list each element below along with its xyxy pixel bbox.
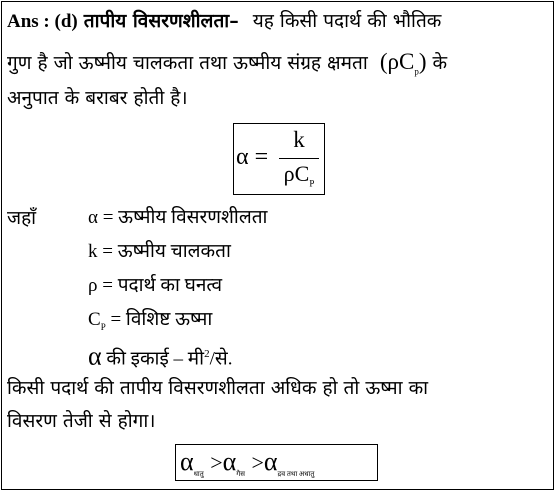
intro-line-3 bbox=[7, 86, 188, 110]
intro-line-1 bbox=[7, 9, 441, 34]
unit-text: की इकाई – मी bbox=[106, 348, 205, 370]
cp-text: = विशिष्ट ऊष्मा bbox=[110, 309, 213, 330]
inequality-expr bbox=[180, 448, 314, 488]
formula-lhs: α = bbox=[236, 144, 269, 170]
liquid-sub: द्रव तथा अधातु bbox=[277, 470, 315, 479]
expr-sub: p bbox=[414, 66, 419, 77]
fraction-bar bbox=[279, 158, 319, 159]
legend-unit bbox=[88, 342, 232, 371]
intro-line-2 bbox=[7, 50, 447, 84]
unit-symbol: α bbox=[88, 341, 102, 371]
intro-text-2: गुण है जो ऊष्मीय चालकता तथा ऊष्मीय संग्रह क्षमता bbox=[7, 52, 368, 74]
legend-rho: ρ = पदार्थ का घनत्व bbox=[88, 275, 223, 296]
legend-k: k = ऊष्मीय चालकता bbox=[88, 241, 231, 262]
expr-close: ) bbox=[418, 49, 427, 74]
unit-sup: 2 bbox=[204, 348, 210, 360]
heat-capacity-expr bbox=[379, 49, 427, 77]
intro-text-2-end: के bbox=[432, 52, 448, 74]
legend-cp bbox=[88, 308, 212, 339]
alpha-gas: α bbox=[222, 447, 237, 476]
term-heading: तापीय विसरणशीलता– bbox=[83, 10, 239, 32]
cp-sub: P bbox=[100, 321, 106, 332]
gas-sub: गैस bbox=[236, 470, 245, 479]
denominator-text: ρC bbox=[283, 161, 310, 186]
gt-sign-1: > bbox=[210, 450, 223, 475]
conclusion-line-2: विसरण तेजी से होगा। bbox=[7, 410, 156, 432]
answer-label: Ans : (d) bbox=[7, 11, 78, 32]
formula-denominator bbox=[277, 161, 321, 188]
formula-numerator: k bbox=[293, 127, 305, 152]
gt-sign-2: > bbox=[251, 450, 264, 475]
intro-text-3: अनुपात के बराबर होती है। bbox=[7, 87, 188, 109]
metal-sub: धातु bbox=[193, 470, 204, 479]
expr-open: (ρC bbox=[379, 49, 415, 74]
unit-end: /से. bbox=[209, 348, 233, 370]
alpha-liquid: α bbox=[263, 447, 278, 476]
denominator-sub: P bbox=[309, 178, 315, 189]
conclusion-line-1: किसी पदार्थ की तापीय विसरणशीलता अधिक हो तो ऊष्मा का bbox=[7, 377, 429, 399]
cp-symbol: C bbox=[88, 309, 101, 330]
alpha-metal: α bbox=[180, 447, 194, 476]
where-label: जहाँ bbox=[7, 207, 37, 229]
intro-text-1: यह किसी पदार्थ की भौतिक bbox=[252, 10, 442, 32]
legend-alpha: α = ऊष्मीय विसरणशीलता bbox=[88, 207, 268, 228]
